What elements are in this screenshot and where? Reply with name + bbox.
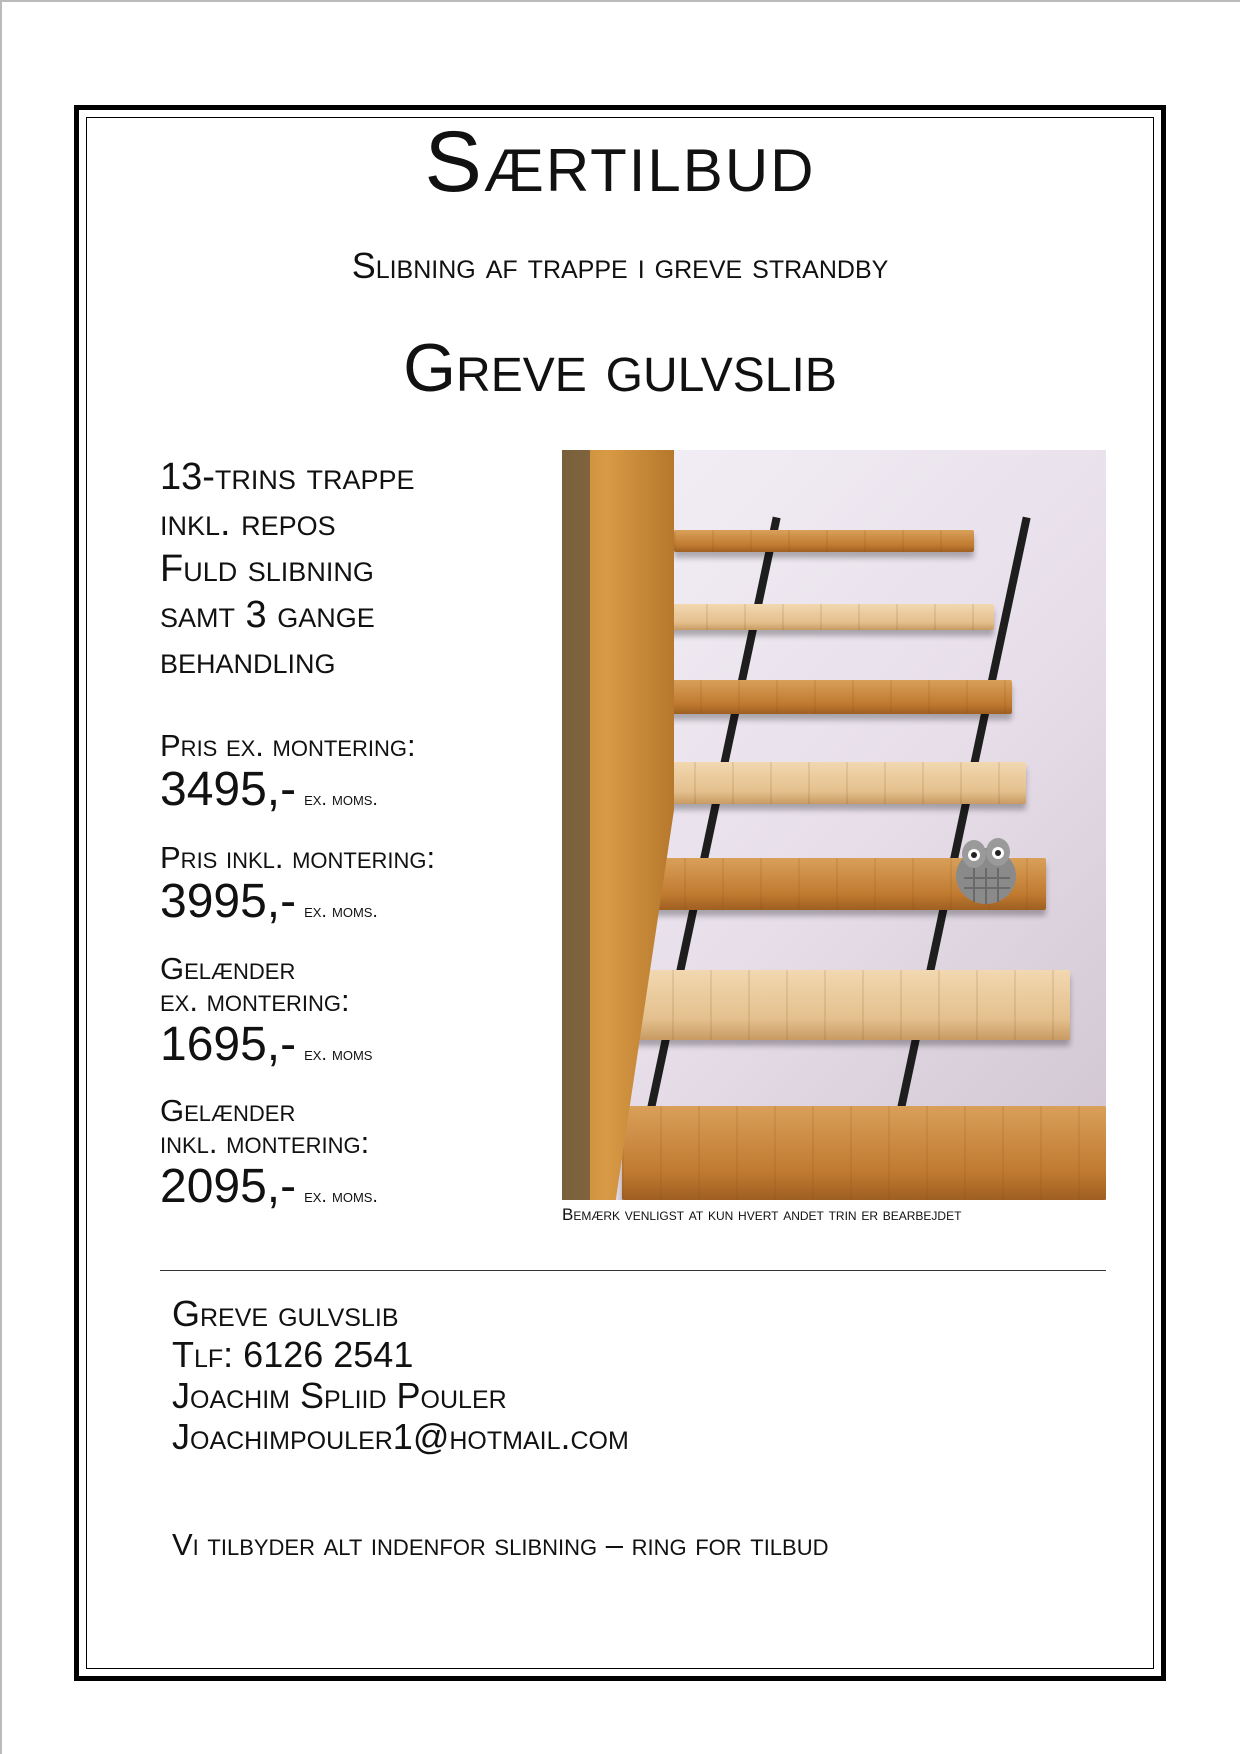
owl-toy-icon (950, 828, 1022, 906)
price-label: Pris ex. montering: (160, 728, 416, 763)
contact-name: Joachim Spliid Pouler (172, 1375, 507, 1416)
price-row (160, 762, 540, 829)
offer-line: inkl. repos (160, 502, 336, 544)
contact-phone: Tlf: 6126 2541 (172, 1334, 414, 1375)
vat-note: ex. moms. (304, 789, 378, 810)
footer-tagline: Vi tilbyder alt indenfor slibning – ring for tilbud (172, 1527, 829, 1562)
price-label: Gelænder (160, 951, 296, 986)
price-label: Pris inkl. montering: (160, 840, 436, 875)
stair-step (634, 970, 1070, 1040)
price-label: ex. montering: (160, 983, 350, 1018)
price-row (160, 874, 540, 941)
price-item (160, 953, 540, 1084)
offer-line: 13-trins trappe (160, 456, 415, 498)
offer-line: samt 3 gange (160, 594, 375, 636)
flyer-title: Særtilbud (424, 114, 816, 210)
page-edge (0, 0, 2, 1754)
stair-step (622, 1106, 1106, 1200)
flyer-subtitle: Slibning af trappe i greve strandby (351, 245, 889, 286)
rail-shadow (562, 450, 590, 1200)
price-label: inkl. montering: (160, 1125, 370, 1160)
price-value: 1695,- (160, 1018, 297, 1071)
page-edge (0, 0, 1240, 2)
vat-note: ex. moms (304, 1044, 373, 1065)
price-label: Gelænder (160, 1093, 296, 1128)
offer-description (160, 454, 540, 684)
section-divider (160, 1270, 1106, 1271)
offer-line: Fuld slibning (160, 548, 374, 590)
price-value: 2095,- (160, 1160, 297, 1213)
stair-step (668, 604, 994, 630)
contact-email: Joachimpouler1@hotmail.com (172, 1416, 629, 1457)
vat-note: ex. moms. (304, 901, 378, 922)
price-item (160, 730, 540, 829)
contact-block (172, 1293, 1072, 1457)
contact-company: Greve gulvslib (172, 1293, 399, 1334)
price-row (160, 1159, 540, 1226)
price-value: 3995,- (160, 875, 297, 928)
price-item (160, 842, 540, 941)
stair-step (656, 762, 1026, 804)
stair-step (674, 530, 974, 552)
price-row (160, 1017, 540, 1084)
offer-line: behandling (160, 640, 336, 682)
vat-note: ex. moms. (304, 1186, 378, 1207)
price-item (160, 1095, 540, 1226)
photo-caption: Bemærk venligst at kun hvert andet trin er bearbejdet (562, 1205, 962, 1224)
staircase-photo (562, 450, 1106, 1200)
company-heading: Greve gulvslib (403, 330, 837, 406)
stair-step (662, 680, 1012, 714)
price-value: 3495,- (160, 763, 297, 816)
